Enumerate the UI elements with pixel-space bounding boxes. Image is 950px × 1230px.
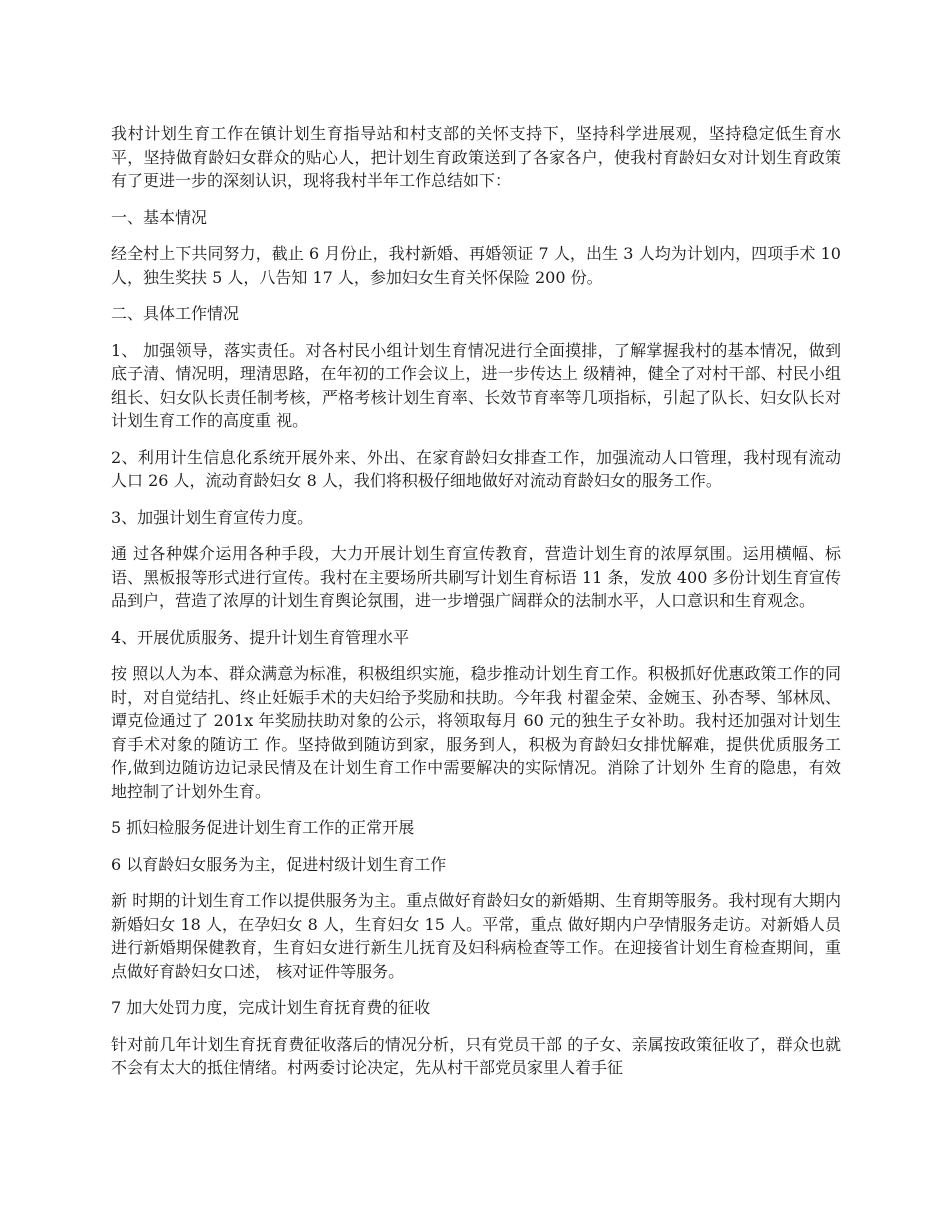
- intro-paragraph: 我村计划生育工作在镇计划生育指导站和村支部的关怀支持下，坚持科学进展观，坚持稳定低生育水平，坚持做育龄妇女群众的贴心人，把计划生育政策送到了各家各户，使我村育龄妇女对计划生育政策有了更进一步的深刻认识，现将我村半年工作总结如下：: [111, 124, 841, 190]
- item-2-paragraph: 2、利用计生信息化系统开展外来、外出、在家育龄妇女排查工作，加强流动人口管理，我村现有流动人口 26 人，流动育龄妇女 8 人，我们将积极仔细地做好对流动育龄妇女的服务工作。: [111, 447, 841, 490]
- section-heading-basic-situation: 一、基本情况: [111, 207, 208, 227]
- item-6-paragraph: 新 时期的计划生育工作以提供服务为主。重点做好育龄妇女的新婚期、生育期等服务。我村现有大期内新婚妇女 18 人，在孕妇女 8 人，生育妇女 15 人。平常，重点 做好期内户孕情服务走访。对新婚人员进行新婚期保健教育，生育妇女进行新生儿抚育及妇科病检查等工作。在迎接省计划生育检查期间，重点做好育龄妇女口述， 核对证件等服务。: [111, 891, 841, 981]
- item-4-heading: 4、开展优质服务、提升计划生育管理水平: [111, 627, 410, 647]
- section-heading-specific-work: 二、具体工作情况: [111, 304, 240, 323]
- document-body: [111, 122, 841, 1093]
- item-7-paragraph: 针对前几年计划生育抚育费征收落后的情况分析，只有党员干部 的子女、亲属按政策征收了，群众也就不会有太大的抵住情绪。村两委讨论决定，先从村干部党员家里人着手征: [111, 1034, 841, 1077]
- basic-situation-paragraph: 经全村上下共同努力，截止 6 月份止，我村新婚、再婚领证 7 人，出生 3 人均为计划内，四项手术 10 人，独生奖扶 5 人，八告知 17 人，参加妇女生育关怀保险 200 份。: [111, 244, 841, 287]
- item-3-heading: 3、加强计划生育宣传力度。: [111, 507, 314, 527]
- item-1-paragraph: 1、 加强领导，落实责任。对各村民小组计划生育情况进行全面摸排，了解掌握我村的基本情况，做到底子清、情况明，理清思路，在年初的工作会议上，进一步传达上 级精神，健全了对村干部、村民小组组长、妇女队长责任制考核，严格考核计划生育率、长效节育率等几项指标，引起了队长、妇女队长对计划生育工作的高度重 视。: [111, 340, 841, 430]
- item-4-paragraph: 按 照以人为本、群众满意为标准，积极组织实施，稳步推动计划生育工作。积极抓好优惠政策工作的同时，对自觉结扎、终止妊娠手术的夫妇给予奖励和扶助。今年我 村翟金荣、金婉玉、孙杏琴、邹林凤、谭克俭通过了 201x 年奖励扶助对象的公示，将领取每月 60 元的独生子女补助。我村还加强对计划生育手术对象的随访工 作。坚持做到随访到家，服务到人，积极为育龄妇女排忧解难，提供优质服务工作,做到边随访边记录民情及在计划生育工作中需要解决的实际情况。消除了计划外 生育的隐患，有效地控制了计划外生育。: [111, 664, 841, 801]
- item-6-heading: 6 以育龄妇女服务为主，促进村级计划生育工作: [111, 854, 447, 874]
- item-3-paragraph: 通 过各种媒介运用各种手段，大力开展计划生育宣传教育，营造计划生育的浓厚氛围。运用横幅、标语、黑板报等形式进行宣传。我村在主要场所共刷写计划生育标语 11 条，发放 400 多份计划生育宣传品到户，营造了浓厚的计划生育舆论氛围，进一步增强广阔群众的法制水平，人口意识和生育观念。: [111, 544, 841, 610]
- item-7-heading: 7 加大处罚力度，完成计划生育抚育费的征收: [111, 998, 431, 1017]
- item-5-heading: 5 抓妇检服务促进计划生育工作的正常开展: [111, 818, 415, 837]
